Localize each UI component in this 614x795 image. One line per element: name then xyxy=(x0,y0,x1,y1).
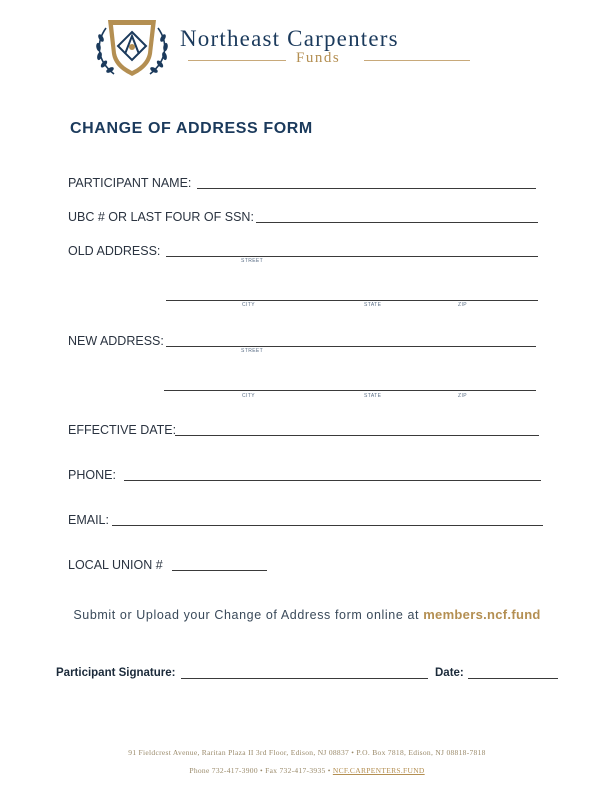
footer-address: 91 Fieldcrest Avenue, Raritan Plaza II 3rd Floor, Edison, NJ 08837 • P.O. Box 7818, Edison, NJ 08818-7818 xyxy=(128,748,486,757)
email-label: EMAIL: xyxy=(68,513,109,527)
logo-rule-right xyxy=(364,60,470,61)
new-address-label: NEW ADDRESS: xyxy=(68,334,164,348)
new-address-street-field[interactable] xyxy=(166,346,536,347)
new-zip-sublabel: ZIP xyxy=(458,393,467,399)
org-name: Northeast Carpenters xyxy=(180,26,399,51)
org-subtitle: Funds xyxy=(296,50,341,66)
old-state-sublabel: STATE xyxy=(364,302,382,308)
phone-label: PHONE: xyxy=(68,468,116,482)
date-label: Date: xyxy=(435,667,464,679)
form-title: CHANGE OF ADDRESS FORM xyxy=(70,120,313,137)
shield-emblem-icon xyxy=(92,14,172,82)
email-field[interactable] xyxy=(112,525,543,526)
ubc-ssn-label: UBC # OR LAST FOUR OF SSN: xyxy=(68,210,254,224)
new-state-sublabel: STATE xyxy=(364,393,382,399)
submit-note xyxy=(0,607,614,622)
old-address-label: OLD ADDRESS: xyxy=(68,244,161,258)
new-street-sublabel: STREET xyxy=(241,348,264,354)
logo-rule-left xyxy=(188,60,286,61)
ubc-ssn-field[interactable] xyxy=(256,222,538,223)
participant-signature-field[interactable] xyxy=(181,678,428,679)
local-union-field[interactable] xyxy=(172,570,267,571)
footer-contact-text: Phone 732-417-3900 • Fax 732-417-3935 • xyxy=(189,766,331,775)
phone-field[interactable] xyxy=(124,480,541,481)
submit-note-text: Submit or Upload your Change of Address form online at xyxy=(73,608,420,622)
old-zip-sublabel: ZIP xyxy=(458,302,467,308)
effective-date-label: EFFECTIVE DATE: xyxy=(68,423,177,437)
new-city-sublabel: CITY xyxy=(242,393,255,399)
footer-website-link[interactable]: NCF.CARPENTERS.FUND xyxy=(332,766,425,775)
old-address-city-state-zip-field[interactable] xyxy=(166,300,538,301)
participant-name-label: PARTICIPANT NAME: xyxy=(68,176,192,190)
effective-date-field[interactable] xyxy=(175,435,539,436)
participant-signature-label: Participant Signature: xyxy=(56,667,176,679)
signature-date-field[interactable] xyxy=(468,678,558,679)
old-city-sublabel: CITY xyxy=(242,302,255,308)
local-union-label: LOCAL UNION # xyxy=(68,558,163,572)
logo xyxy=(92,14,172,82)
members-portal-link[interactable]: members.ncf.fund xyxy=(423,607,541,622)
old-street-sublabel: STREET xyxy=(241,258,264,264)
participant-name-field[interactable] xyxy=(197,188,536,189)
footer-contact xyxy=(0,766,614,775)
old-address-street-field[interactable] xyxy=(166,256,538,257)
new-address-city-state-zip-field[interactable] xyxy=(164,390,536,391)
